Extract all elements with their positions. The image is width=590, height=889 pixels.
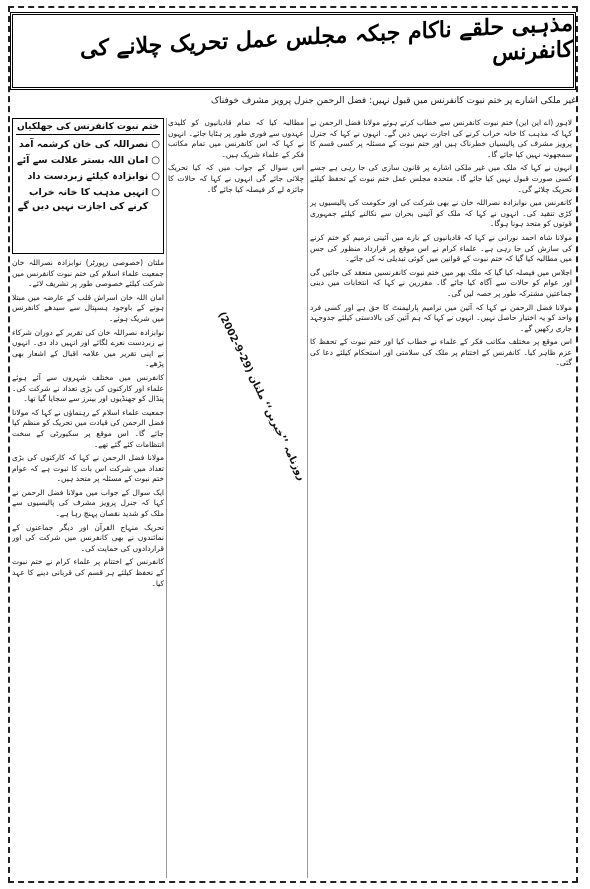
paragraph: مولانا فضل الرحمن نے کہا کہ کارکنوں کی بڑی تعداد میں شرکت اس بات کا ثبوت ہے کہ عوام ختم نبوت کے مسئلہ پر متحد ہیں۔ xyxy=(12,453,164,484)
headline-box xyxy=(10,12,576,90)
right-column xyxy=(310,118,572,878)
highlight-item: ○ نصراللہ کی خان کرشمہ آمد xyxy=(18,139,160,150)
circle-bullet-icon: ○ xyxy=(151,171,160,182)
highlight-item: ○ امان اللہ بستر علالت سے آئے xyxy=(17,155,160,166)
paragraph: مطالبہ کیا کہ تمام قادیانیوں کو کلیدی عہدوں سے فوری طور پر ہٹایا جائے۔ انہوں نے کہا کہ اس کانفرنس میں تمام مکاتب فکر کے علماء شریک ہیں۔ xyxy=(168,118,304,159)
circle-bullet-icon: ○ xyxy=(151,139,160,150)
paragraph: لاہور (اے این این) ختم نبوت کانفرنس سے خطاب کرتے ہوئے مولانا فضل الرحمن نے کہا کہ مذہب کا خانہ خراب کرنے کی اجازت نہیں دیں گے۔ انہوں نے کہا کہ جنرل پرویز مشرف کی پالیسیاں خطرناک ہیں اور ختم نبوت کے مسئلہ پر کسی قسم کا سمجھوتہ نہیں کیا جائے گا۔ xyxy=(310,118,572,159)
paragraph: اجلاس میں فیصلہ کیا گیا کہ ملک بھر میں ختم نبوت کانفرنسیں منعقد کی جائیں گی اور عوام کو حالات سے آگاہ کیا جائے گا۔ مقررین نے کہا کہ انتخابات میں دینی جماعتیں مشترکہ طور پر حصہ لیں گی۔ xyxy=(310,267,572,298)
middle-column xyxy=(168,118,304,318)
paragraph: امان اللہ خان اسراش قلب کے عارضہ میں مبتلا ہونے کے باوجود ہسپتال سے سیدھے کانفرنس میں شریک ہوئے۔ xyxy=(12,292,164,323)
source-stamp: روزنامہ ’’خبریں‘‘ ملتان (29-9-2002) xyxy=(215,310,308,483)
paragraph: تحریک منہاج القرآن اور دیگر جماعتوں کے نمائندوں نے بھی کانفرنس میں شرکت کی اور قراردادوں کی حمایت کی۔ xyxy=(12,522,164,553)
paragraph: ملتان (خصوصی رپورٹر) نوابزادہ نصراللہ خان جمعیت علماء اسلام کی ختم نبوت کانفرنس میں شرکت کیلئے خصوصی طور پر تشریف لائے۔ xyxy=(12,258,164,289)
paragraph: کانفرنس میں مختلف شہروں سے آئے ہوئے علماء اور کارکنوں کی بڑی تعداد نے شرکت کی۔ پنڈال کو جھنڈیوں اور بینرز سے سجایا گیا تھا۔ xyxy=(12,372,164,404)
headline: مذہبی حلقے ناکام جبکہ مجلس عمل تحریک چلانے کی کانفرنس xyxy=(80,10,573,67)
paragraph: اس سوال کے جواب میں کہ کیا تحریک چلائی جائے گی انہوں نے کہا کہ حالات کا جائزہ لے کر فیصلہ کیا جائے گا۔ xyxy=(168,163,304,194)
circle-bullet-icon: ○ xyxy=(151,187,160,198)
column-divider xyxy=(166,118,167,878)
paragraph: جمعیت علماء اسلام کے رہنماؤں نے کہا کہ مولانا فضل الرحمن کی قیادت میں تحریک کو منظم کیا جائے گا۔ اس موقع پر سکیورٹی کے سخت انتظامات کئے گئے تھے۔ xyxy=(12,407,164,449)
highlight-item: ○ انہیں مذہب کا خانہ خراب کرنے کی اجازت نہیں دیں گے xyxy=(17,187,160,212)
left-column xyxy=(12,258,164,878)
paragraph: ایک سوال کے جواب میں مولانا فضل الرحمن نے کہا کہ جنرل پرویز مشرف کی پالیسیوں سے ملک کو شدید نقصان پہنچ رہا ہے۔ xyxy=(12,487,164,519)
paragraph: کانفرنس کے اختتام پر علماء کرام نے ختم نبوت کے تحفظ کیلئے ہر قسم کی قربانی دینے کا عہد کیا۔ xyxy=(12,557,164,588)
highlights-box xyxy=(12,118,164,254)
paragraph: اس موقع پر مختلف مکاتب فکر کے علماء نے خطاب کیا اور ختم نبوت کے تحفظ کا عزم ظاہر کیا۔ کانفرنس کے اختتام پر ملک کی سلامتی اور استحکام کیلئے دعا کی گئی۔ xyxy=(310,337,572,368)
column-divider xyxy=(307,118,308,878)
paragraph: مولانا فضل الرحمن نے کہا کہ آئین میں ترامیم پارلیمنٹ کا حق ہے اور کسی فرد واحد کو یہ اختیار حاصل نہیں۔ انہوں نے کہا کہ ہم آئین کی بالادستی کیلئے جدوجہد جاری رکھیں گے۔ xyxy=(310,302,572,333)
paragraph: کانفرنس میں نوابزادہ نصراللہ خان نے بھی شرکت کی اور حکومت کی پالیسیوں پر کڑی تنقید کی۔ انہوں نے کہا کہ ملک کو آئینی بحران سے نکالنے کیلئے جمہوری قوتوں کو متحد ہونا ہوگا۔ xyxy=(310,198,572,229)
byline: غیر ملکی اشارے پر ختم نبوت کانفرنس میں قبول نہیں: فضل الرحمن جنرل پرویز مشرف خوفناک xyxy=(210,96,576,106)
highlight-item: ○ نوابزادہ کیلئے زبردست داد xyxy=(27,171,160,182)
paragraph: انہوں نے کہا کہ ملک میں غیر ملکی اشارے پر قانون سازی کی جا رہی ہے جسے کسی صورت قبول نہیں کیا جائے گا۔ متحدہ مجلس عمل ختم نبوت کے تحفظ کیلئے تحریک چلائے گی۔ xyxy=(310,163,572,194)
circle-bullet-icon: ○ xyxy=(151,155,160,166)
highlights-title: ختم نبوت کانفرنس کی جھلکیاں xyxy=(16,122,160,135)
paragraph: مولانا شاہ احمد نورانی نے کہا کہ قادیانیوں کے بارے میں آئینی ترمیم کو ختم کرنے کی سازش کی جا رہی ہے۔ علماء کرام نے اس موقع پر قرارداد منظور کی جس میں مطالبہ کیا گیا کہ ختم نبوت کے قوانین میں کوئی تبدیلی نہ کی جائے۔ xyxy=(310,232,572,264)
paragraph: نوابزادہ نصراللہ خان کی تقریر کے دوران شرکاء نے زبردست نعرے لگائے اور انہیں داد دی۔ انہوں نے اپنی تقریر میں علامہ اقبال کے اشعار بھی پڑھے۔ xyxy=(12,327,164,369)
